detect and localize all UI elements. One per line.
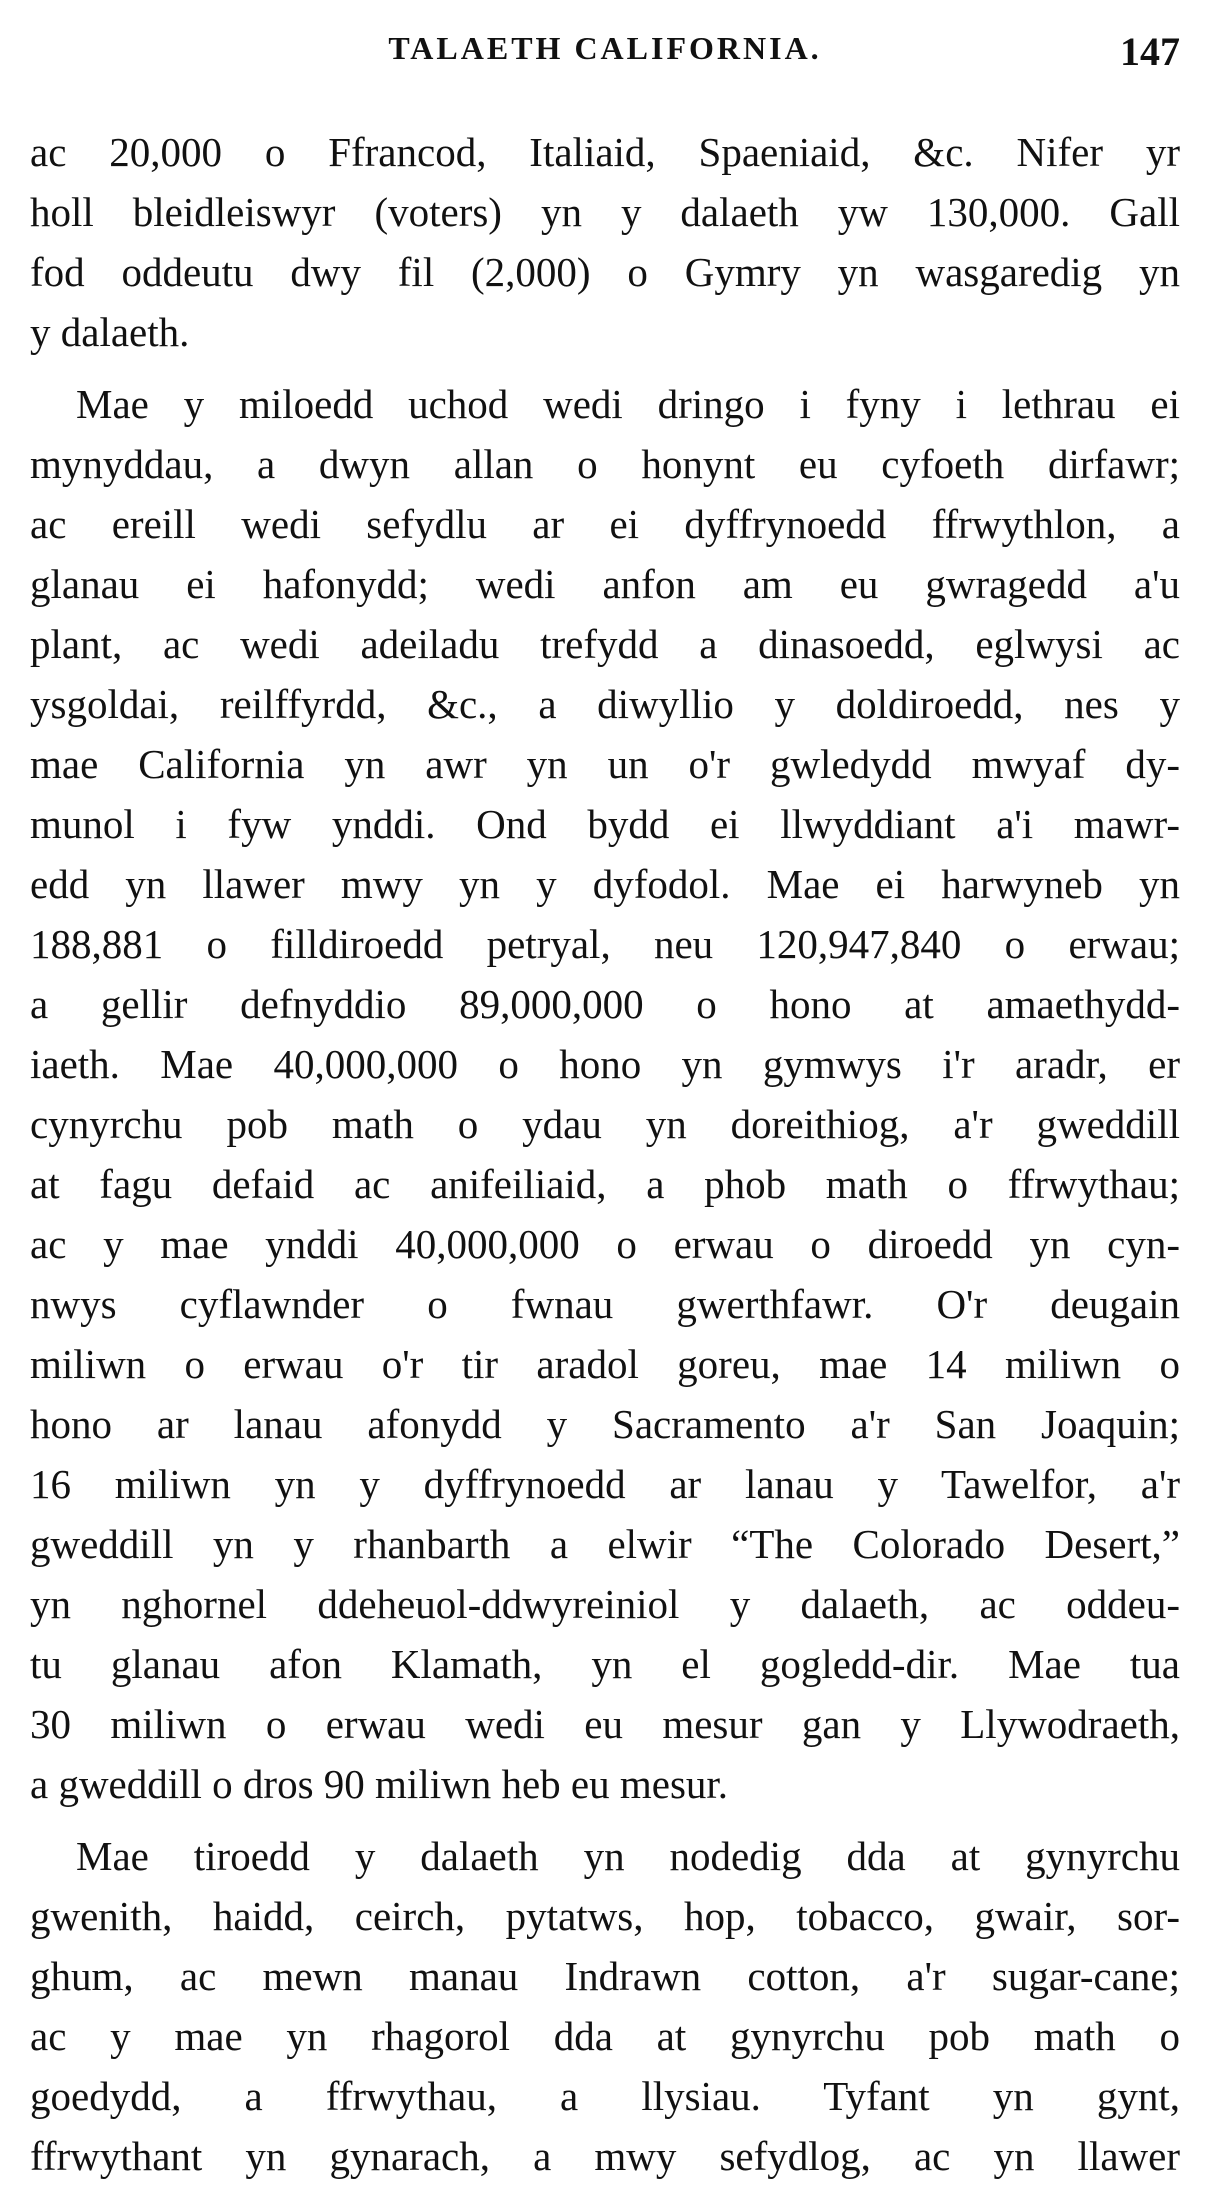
running-title: TALAETH CALIFORNIA.	[388, 30, 822, 66]
text-line: y dalaeth.	[30, 309, 190, 355]
text-line: ghum, ac mewn manau Indrawn cotton, a'r sugar-cane;	[30, 1953, 1180, 1999]
text-line: miliwn o erwau o'r tir aradol goreu, mae 14 miliwn o	[30, 1341, 1180, 1387]
running-head	[30, 30, 1180, 74]
body-text	[30, 122, 1180, 2186]
text-line: munol i fyw ynddi. Ond bydd ei llwyddiant a'i mawr-	[30, 801, 1180, 847]
text-line: Mae tiroedd y dalaeth yn nodedig dda at gynyrchu	[76, 1833, 1180, 1879]
text-line: 188,881 o filldiroedd petryal, neu 120,947,840 o erwau;	[30, 921, 1180, 967]
text-line: gweddill yn y rhanbarth a elwir “The Colorado Desert,”	[30, 1521, 1180, 1567]
text-line: iaeth. Mae 40,000,000 o hono yn gymwys i'r aradr, er	[30, 1041, 1180, 1087]
text-line: ac y mae yn rhagorol dda at gynyrchu pob math o	[30, 2013, 1180, 2059]
text-line: yn nghornel ddeheuol-ddwyreiniol y dalaeth, ac oddeu-	[30, 1581, 1180, 1627]
text-line: mynyddau, a dwyn allan o honynt eu cyfoeth dirfawr;	[30, 441, 1180, 487]
text-line: a gellir defnyddio 89,000,000 o hono at amaethydd-	[30, 981, 1180, 1027]
text-line: glanau ei hafonydd; wedi anfon am eu gwragedd a'u	[30, 561, 1180, 607]
text-line: fod oddeutu dwy fil (2,000) o Gymry yn wasgaredig yn	[30, 249, 1180, 295]
text-line: Mae y miloedd uchod wedi dringo i fyny i lethrau ei	[76, 381, 1180, 427]
text-line: ac ereill wedi sefydlu ar ei dyffrynoedd ffrwythlon, a	[30, 501, 1180, 547]
text-line: hono ar lanau afonydd y Sacramento a'r San Joaquin;	[30, 1401, 1180, 1447]
text-line: 30 miliwn o erwau wedi eu mesur gan y Llywodraeth,	[30, 1701, 1180, 1747]
text-line: a gweddill o dros 90 miliwn heb eu mesur.	[30, 1761, 729, 1807]
text-line: ffrwythant yn gynarach, a mwy sefydlog, ac yn llawer	[30, 2133, 1180, 2179]
text-line: tu glanau afon Klamath, yn el gogledd-dir. Mae tua	[30, 1641, 1180, 1687]
text-line: ac 20,000 o Ffrancod, Italiaid, Spaeniaid, &c. Nifer yr	[30, 129, 1180, 175]
text-line: nwys cyflawnder o fwnau gwerthfawr. O'r deugain	[30, 1281, 1180, 1327]
text-line: ac y mae ynddi 40,000,000 o erwau o diroedd yn cyn-	[30, 1221, 1180, 1267]
text-line: 16 miliwn yn y dyffrynoedd ar lanau y Tawelfor, a'r	[30, 1461, 1180, 1507]
text-line: mae California yn awr yn un o'r gwledydd mwyaf dy-	[30, 741, 1180, 787]
text-line: cynyrchu pob math o ydau yn doreithiog, a'r gweddill	[30, 1101, 1180, 1147]
text-line: edd yn llawer mwy yn y dyfodol. Mae ei harwyneb yn	[30, 861, 1180, 907]
text-line: plant, ac wedi adeiladu trefydd a dinasoedd, eglwysi ac	[30, 621, 1180, 667]
text-line: holl bleidleiswyr (voters) yn y dalaeth yw 130,000. Gall	[30, 189, 1180, 235]
text-line: goedydd, a ffrwythau, a llysiau. Tyfant yn gynt,	[30, 2073, 1180, 2119]
page-number: 147	[1120, 29, 1180, 74]
text-line: at fagu defaid ac anifeiliaid, a phob math o ffrwythau;	[30, 1161, 1180, 1207]
text-line: gwenith, haidd, ceirch, pytatws, hop, tobacco, gwair, sor-	[30, 1893, 1180, 1939]
text-line: ysgoldai, reilffyrdd, &c., a diwyllio y doldiroedd, nes y	[30, 681, 1180, 727]
